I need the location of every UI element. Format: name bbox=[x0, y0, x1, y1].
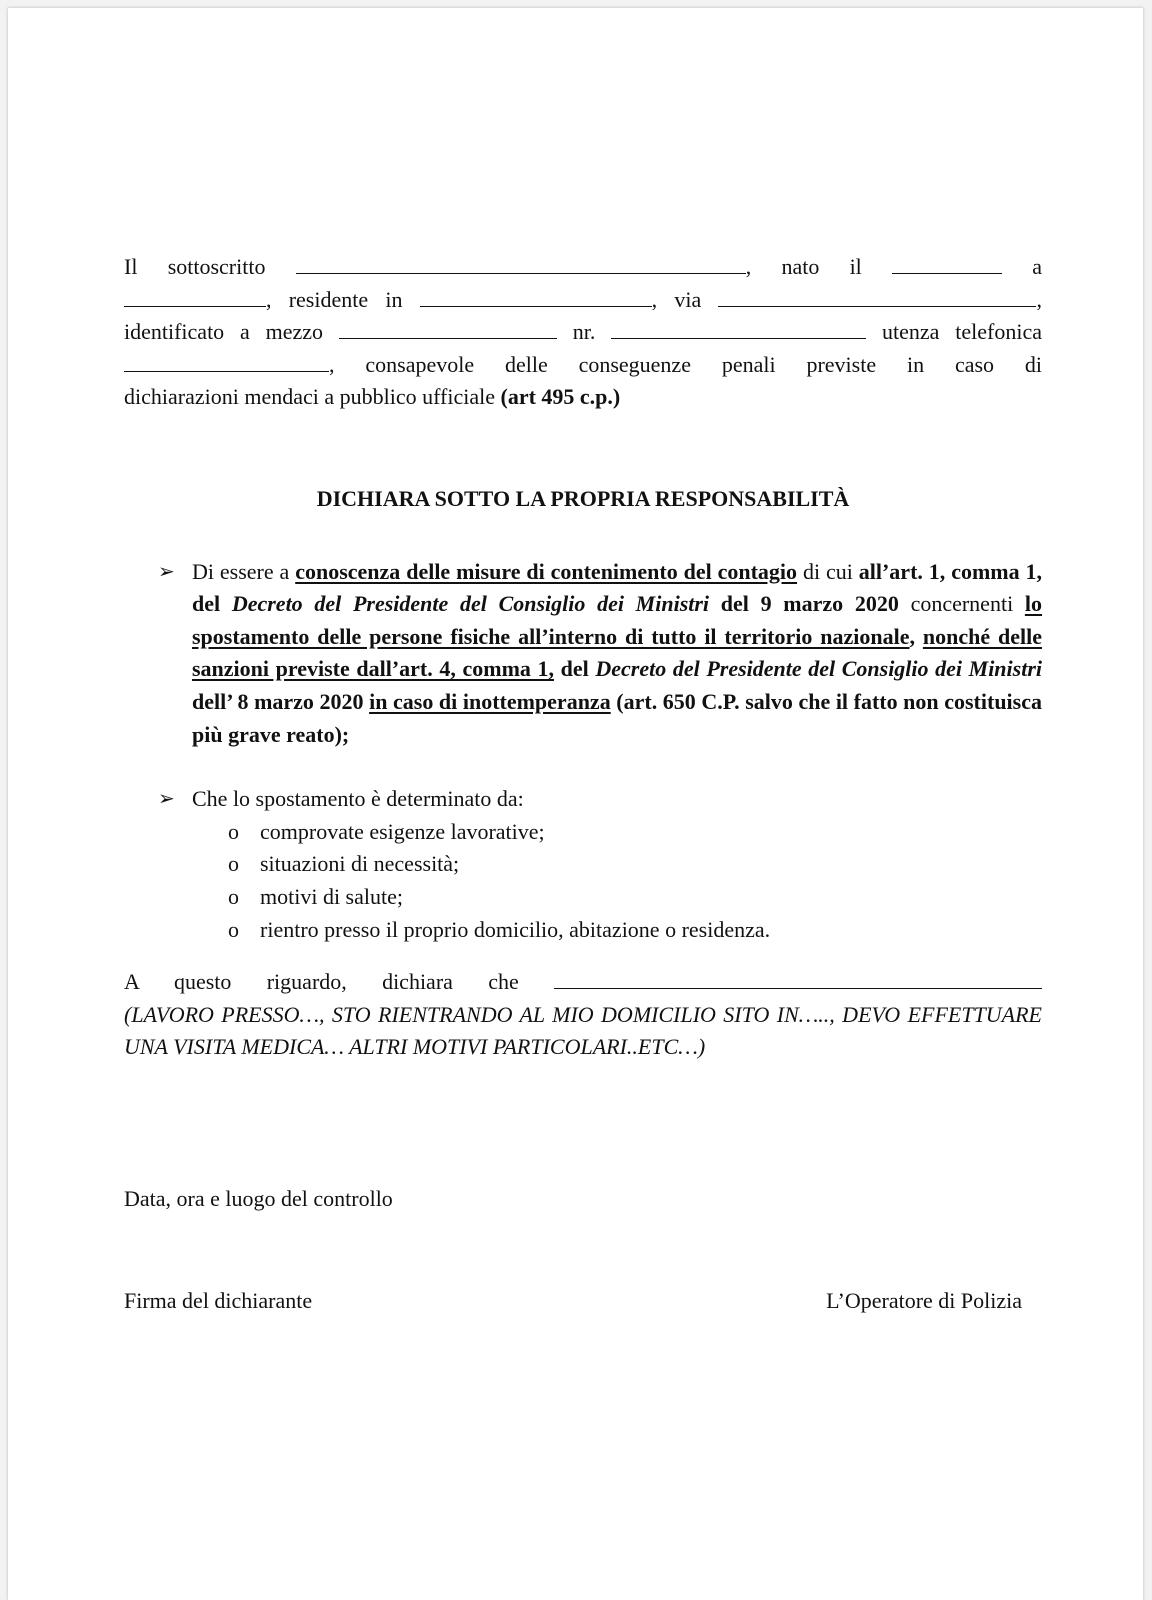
intro-line-3 bbox=[124, 316, 1042, 349]
reason-option[interactable] bbox=[124, 914, 1042, 947]
regard-word: che bbox=[488, 969, 519, 995]
number-label: nr. bbox=[572, 319, 596, 345]
arrow-bullet-icon: ➢ bbox=[158, 560, 175, 583]
intro-line-4 bbox=[124, 349, 1042, 382]
bullet-text: nonché delle sanzioni previste dall’art. 4, comma 1, bbox=[192, 623, 1042, 682]
comma: , bbox=[745, 254, 752, 279]
bullet-text: del bbox=[554, 656, 596, 682]
reason-detail-field[interactable] bbox=[554, 967, 1042, 989]
comma: , bbox=[1036, 286, 1042, 312]
aware-label: , consapevole delle conseguenze bbox=[329, 351, 691, 377]
regard-word: dichiara bbox=[382, 969, 453, 995]
residence-label: , residente in bbox=[266, 286, 403, 312]
declarations-label: dichiarazioni mendaci a pubblico ufficiale bbox=[124, 384, 501, 410]
arrow-bullet-icon: ➢ bbox=[158, 788, 175, 811]
id-number-field[interactable] bbox=[611, 317, 866, 339]
circle-bullet-icon: o bbox=[228, 883, 239, 909]
regard-paragraph bbox=[124, 966, 1042, 1064]
penalties-label: penali previste in caso di bbox=[721, 351, 1043, 377]
reason-label: motivi di salute; bbox=[260, 883, 403, 909]
signature-row bbox=[124, 1285, 1042, 1317]
reason-option[interactable] bbox=[124, 881, 1042, 914]
circle-bullet-icon: o bbox=[228, 916, 239, 942]
regard-examples: (LAVORO PRESSO…, STO RIENTRANDO AL MIO DOMICILIO SITO IN….., DEVO EFFETTUARE UNA VISITA MEDICA… ALTRI MOTIVI PARTICOLARI..ETC…) bbox=[124, 1001, 1042, 1060]
bullet-awareness bbox=[124, 556, 1042, 752]
regard-word: A bbox=[124, 969, 139, 995]
intro-word: sottoscritto bbox=[167, 254, 266, 279]
bullet-text: all’art. 1, comma 1, del bbox=[192, 558, 1043, 617]
intro-word: il bbox=[849, 254, 862, 279]
declaration-bullets bbox=[124, 556, 1042, 947]
bullet-reason bbox=[124, 783, 1042, 816]
bullet-text: di cui bbox=[797, 558, 859, 584]
intro-line-1 bbox=[124, 251, 1042, 284]
residence-field[interactable] bbox=[420, 285, 652, 307]
document-body bbox=[124, 251, 1042, 1317]
reason-lead: Che lo spostamento è determinato da: bbox=[192, 786, 524, 812]
circle-bullet-icon: o bbox=[228, 851, 239, 877]
phone-label: utenza telefonica bbox=[882, 319, 1042, 345]
intro-paragraph bbox=[124, 251, 1042, 414]
bullet-text: dell’ 8 marzo 2020 bbox=[192, 688, 364, 714]
bullet-text: in caso di inottemperanza bbox=[369, 688, 611, 714]
date-time-place-label: Data, ora e luogo del controllo bbox=[124, 1185, 393, 1211]
reason-label: situazioni di necessità; bbox=[260, 851, 460, 877]
birth-place-field[interactable] bbox=[124, 285, 266, 307]
reason-option[interactable] bbox=[124, 816, 1042, 849]
intro-line-5 bbox=[124, 381, 1042, 414]
bullet-text: lo spostamento delle persone fisiche all’interno di tutto il territorio nazionale bbox=[192, 591, 1043, 649]
regard-word: questo bbox=[173, 969, 232, 995]
id-document-field[interactable] bbox=[339, 317, 557, 339]
bullet-text: (art. 650 C.P. salvo che il fatto non costituisca più grave reato); bbox=[192, 688, 1042, 747]
declarant-signature-label: Firma del dichiarante bbox=[124, 1288, 313, 1314]
intro-word: a bbox=[1032, 254, 1043, 279]
street-field[interactable] bbox=[718, 285, 1036, 307]
name-field[interactable] bbox=[296, 252, 746, 274]
bullet-text: , bbox=[909, 623, 923, 649]
circle-bullet-icon: o bbox=[228, 818, 239, 844]
regard-word: riguardo, bbox=[266, 969, 347, 995]
phone-field[interactable] bbox=[124, 350, 329, 372]
birth-date-field[interactable] bbox=[892, 252, 1002, 274]
bullet-text: del 9 marzo 2020 bbox=[709, 591, 899, 617]
reason-label: rientro presso il proprio domicilio, abitazione o residenza. bbox=[260, 916, 771, 942]
regard-line bbox=[124, 966, 1042, 999]
article-reference: (art 495 c.p.) bbox=[500, 384, 621, 410]
intro-line-2 bbox=[124, 284, 1042, 317]
bullet-text: Decreto del Presidente del Consiglio dei Ministri bbox=[595, 656, 1043, 682]
document-page bbox=[8, 8, 1143, 1600]
identified-label: identificato a mezzo bbox=[124, 319, 324, 345]
bullet-text: concernenti bbox=[898, 591, 1025, 617]
intro-word: nato bbox=[781, 254, 820, 279]
bullet-text: Di essere a bbox=[192, 558, 296, 584]
street-label: , via bbox=[651, 286, 702, 312]
intro-word: Il bbox=[124, 254, 138, 279]
bullet-text: conoscenza delle misure di contenimento del contagio bbox=[295, 558, 798, 584]
bullet-text: Decreto del Presidente del Consiglio dei Ministri bbox=[231, 591, 710, 617]
reason-label: comprovate esigenze lavorative; bbox=[260, 818, 545, 844]
declaration-heading: DICHIARA SOTTO LA PROPRIA RESPONSABILITÀ bbox=[316, 485, 850, 511]
reason-option[interactable] bbox=[124, 848, 1042, 881]
police-officer-label: L’Operatore di Polizia bbox=[826, 1288, 1022, 1314]
